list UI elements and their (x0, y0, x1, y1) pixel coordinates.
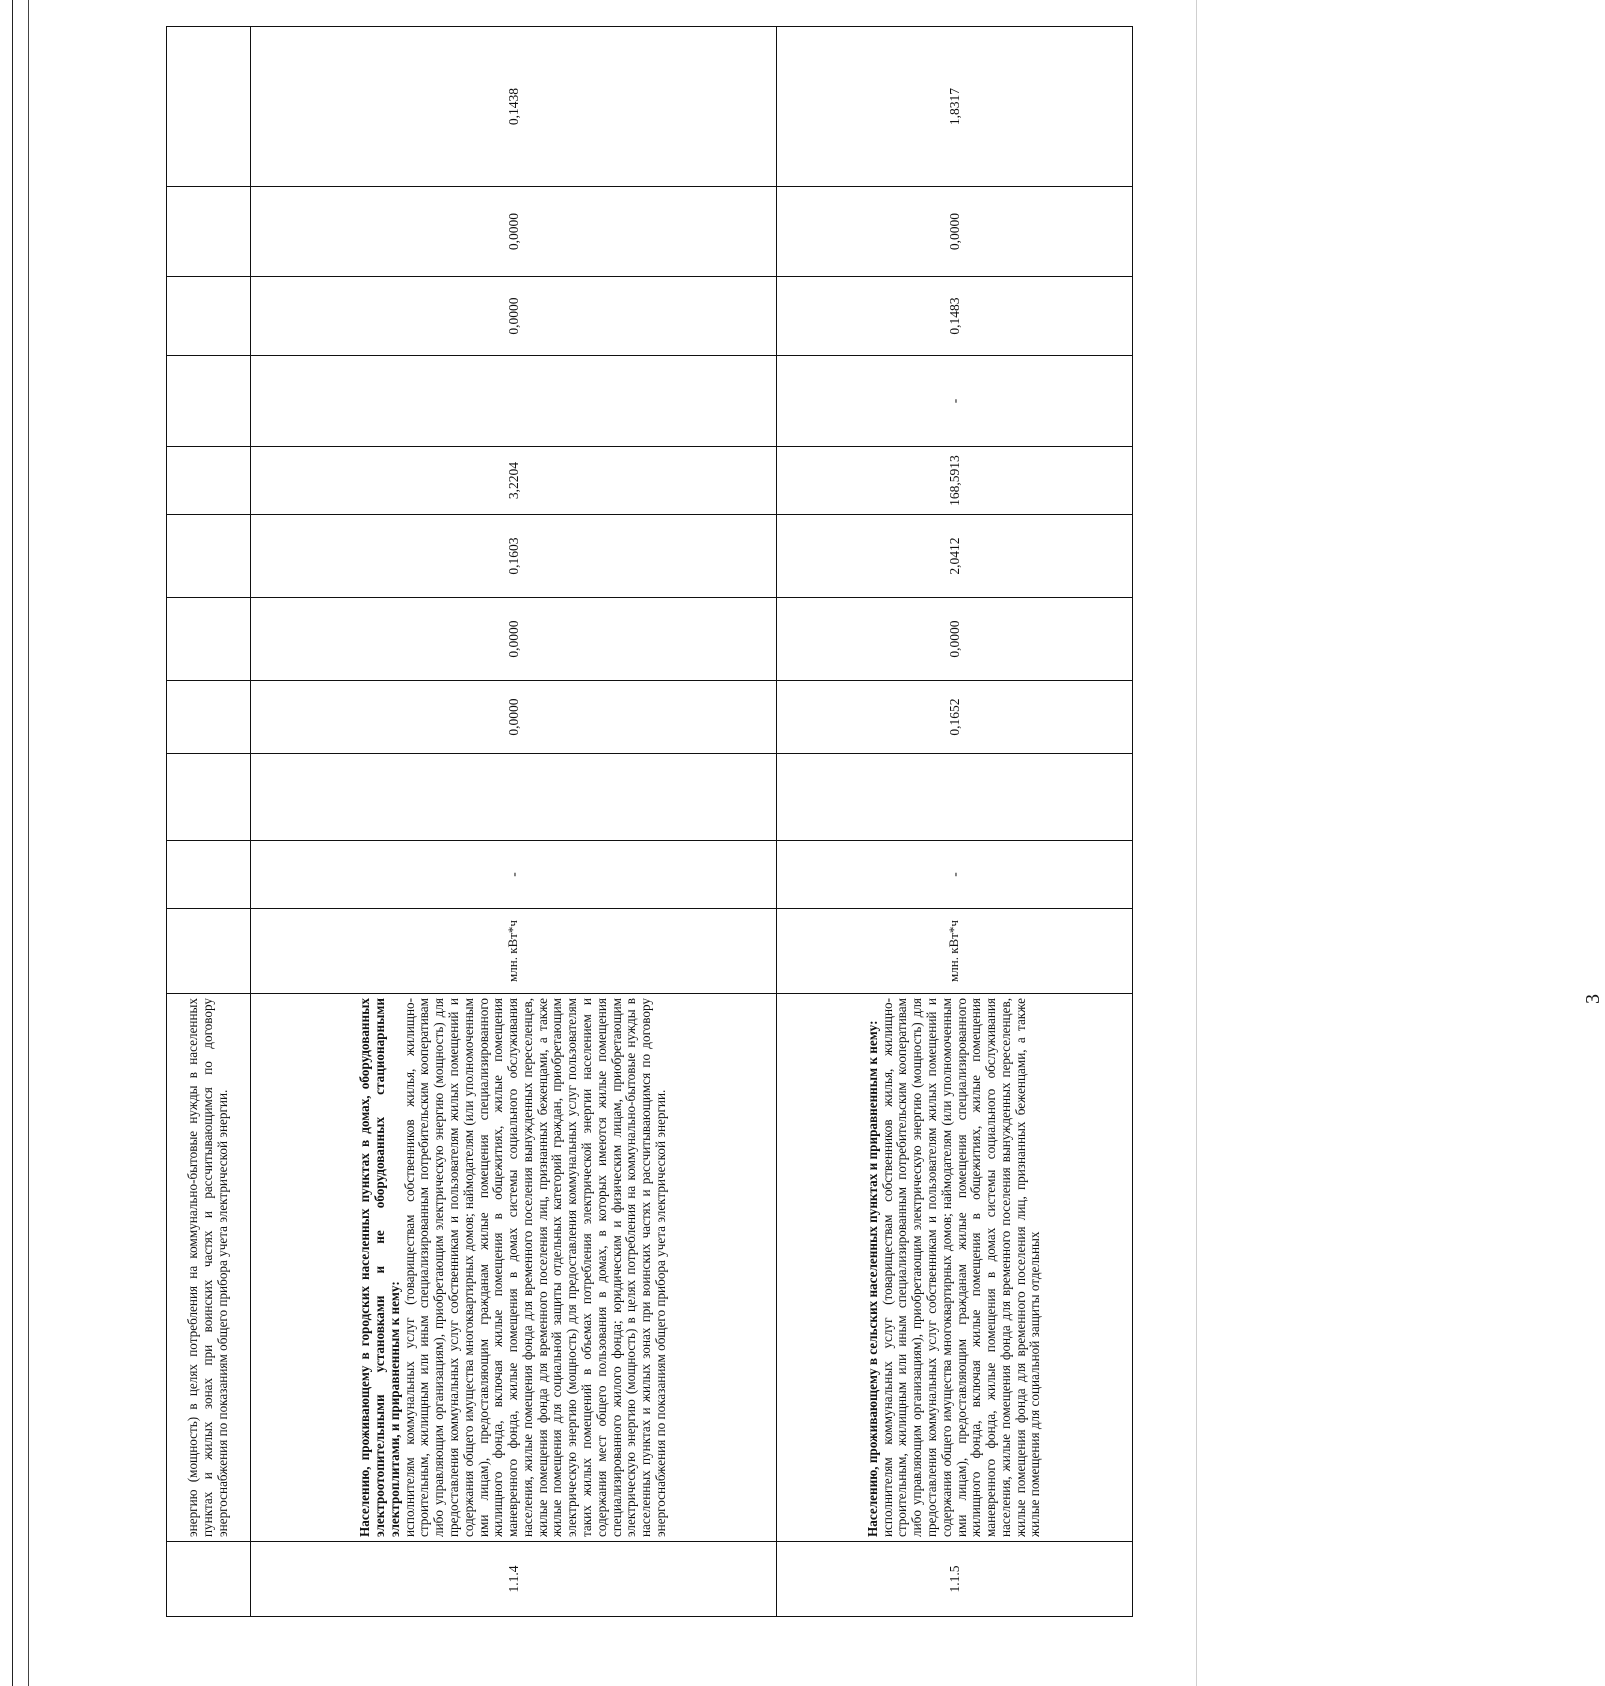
table-row (167, 27, 251, 1617)
value-cell: 3,2204 (251, 447, 777, 515)
value-cell: 168,5913 (777, 447, 1133, 515)
value-cell (167, 187, 251, 277)
row-description (777, 994, 1133, 1542)
row-description (251, 994, 777, 1542)
tariff-table (166, 26, 1133, 1617)
value-cell: 0,0000 (777, 598, 1133, 681)
value-cell: 0,1603 (251, 515, 777, 598)
value-cell: 0,0000 (251, 598, 777, 681)
row-heading: Населению, проживающему в городских населенных пунктах в домах, оборудованных электроотопительными установками и не оборудованных стационарными электроплитами, и приравненным к нему: (357, 998, 402, 1537)
table-row (251, 27, 777, 1617)
value-cell: - (777, 356, 1133, 447)
value-cell (167, 598, 251, 681)
row-unit: млн. кВт*ч (251, 909, 777, 994)
scan-edge-left-inner (28, 0, 29, 1686)
value-cell: 0,1652 (777, 681, 1133, 754)
value-cell (167, 277, 251, 356)
value-cell: 1,8317 (777, 27, 1133, 187)
row-number: 1.1.5 (777, 1542, 1133, 1617)
page-number: 3 (1582, 994, 1604, 1004)
table-row (777, 27, 1133, 1617)
value-cell: 0,0000 (777, 187, 1133, 277)
value-cell: 0,0000 (251, 681, 777, 754)
rotated-table-page (166, 27, 1132, 1617)
row-text: энергию (мощность) в целях потребления на коммунально-бытовые нужды в населенных пунктах и жилых зонах при воинских частях и рассчитывающимся по договору энергоснабжения по показаниям общего прибора учета электрической энергии. (185, 998, 230, 1537)
value-cell: 2,0412 (777, 515, 1133, 598)
scan-edge-right (1196, 0, 1197, 1686)
value-cell: - (777, 841, 1133, 909)
value-cell (167, 447, 251, 515)
row-number: 1.1.4 (251, 1542, 777, 1617)
value-cell: 0,1438 (251, 27, 777, 187)
value-cell (251, 356, 777, 447)
value-cell (167, 27, 251, 187)
row-unit: млн. кВт*ч (777, 909, 1133, 994)
value-cell (167, 681, 251, 754)
row-unit (167, 909, 251, 994)
row-number (167, 1542, 251, 1617)
value-cell (167, 356, 251, 447)
value-cell (167, 515, 251, 598)
row-description (167, 994, 251, 1542)
row-heading: Населению, проживающему в сельских населенных пунктах и приравненным к нему: (864, 1020, 880, 1537)
scan-edge-left (12, 0, 13, 1686)
row-text: исполнителям коммунальных услуг (товариществам собственников жилья, жилищно-строительным, жилищным или иным специализированным потребительским кооперативам либо управляющим организациям), приобретающим электрическую энергию (мощность) для предоставления коммунальных услуг собственникам и пользователям жилых помещений и содержания общего имущества многоквартирных домов; наймодателям (или уполномоченным ими лицам), предоставляющим гражданам жилые помещения специализированного жилищного фонда, включая жилые помещения в общежитиях, жилые помещения маневренного фонда, жилые помещения в домах системы социального обслуживания населения, жилые помещения фонда для временного поселения вынужденных переселенцев, жилые помещения фонда для временного поселения лиц, признанных беженцами, а также жилые помещения для социальной защиты отдельных категорий граждан, приобретающим электрическую энергию (мощность) для предоставления коммунальных услуг пользователям таких жилых помещений в объемах потребления электрической энергии населением и содержания мест общего пользования в домах, в которых имеются жилые помещения специализированного жилого фонда; юридическим и физическим лицам, приобретающим электрическую энергию (мощность) в целях потребления на коммунально-бытовые нужды в населенных пунктах и жилых зонах при воинских частях и рассчитывающимся по договору энергоснабжения по показаниям общего прибора учета электрической энергии. (401, 998, 668, 1537)
value-cell: - (251, 841, 777, 909)
value-cell (167, 754, 251, 841)
value-cell (167, 841, 251, 909)
value-cell: 0,1483 (777, 277, 1133, 356)
value-cell: 0,0000 (251, 187, 777, 277)
row-text: исполнителям коммунальных услуг (товариществам собственников жилья, жилищно-строительным, жилищным или иным специализированным потребительским кооперативам либо управляющим организациям), приобретающим электрическую энергию (мощность) для предоставления коммунальных услуг собственникам и пользователям жилых помещений и содержания общего имущества многоквартирных домов; наймодателям (или уполномоченным ими лицам), предоставляющим гражданам жилые помещения специализированного жилищного фонда, включая жилые помещения в общежитиях, жилые помещения маневренного фонда, жилые помещения в домах системы социального обслуживания населения, жилые помещения фонда для временного поселения вынужденных переселенцев, жилые помещения фонда для временного поселения лиц, признанных беженцами, а также жилые помещения для социальной защиты отдельных (879, 998, 1043, 1537)
value-cell: 0,0000 (251, 277, 777, 356)
value-cell (777, 754, 1133, 841)
value-cell (251, 754, 777, 841)
